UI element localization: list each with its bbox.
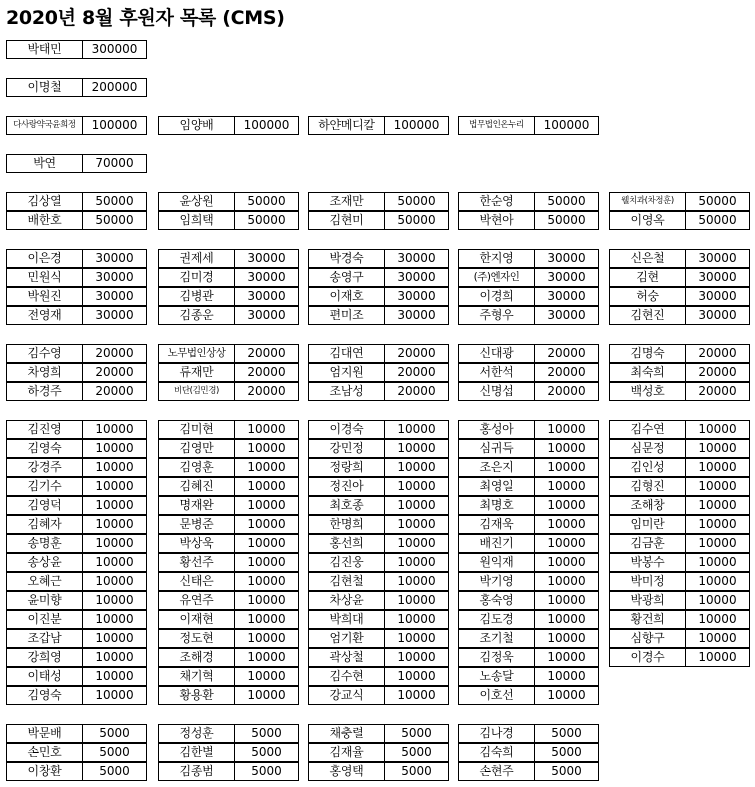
donor-name: 이명철 (6, 78, 83, 97)
donor-name: 강경주 (6, 458, 83, 477)
donor-name: 김영숙 (6, 439, 83, 458)
donor-name: 윤미향 (6, 591, 83, 610)
donation-amount: 10000 (534, 458, 599, 477)
donor-name: 홍영택 (308, 762, 385, 781)
donation-amount: 10000 (384, 477, 449, 496)
donation-amount: 30000 (685, 268, 750, 287)
donor-name: 윤상원 (158, 192, 235, 211)
donor-name: 김진영 (6, 420, 83, 439)
page-title: 2020년 8월 후원자 목록 (CMS) (6, 7, 285, 29)
donor-name: 황건희 (609, 610, 686, 629)
donor-name: 차상윤 (308, 591, 385, 610)
donor-name: 김재율 (308, 743, 385, 762)
donor-name: 다사랑약국윤희정 (6, 116, 83, 135)
donor-name: 강교식 (308, 686, 385, 705)
donor-name: 채충렬 (308, 724, 385, 743)
donor-name: 강희영 (6, 648, 83, 667)
donation-amount: 10000 (82, 553, 147, 572)
donation-amount: 10000 (534, 667, 599, 686)
donor-name: 박태민 (6, 40, 83, 59)
donation-amount: 10000 (234, 667, 299, 686)
donation-amount: 10000 (384, 610, 449, 629)
donation-amount: 30000 (685, 249, 750, 268)
donor-name: 이경희 (458, 287, 535, 306)
donation-amount: 10000 (685, 515, 750, 534)
donation-amount: 30000 (82, 249, 147, 268)
donor-name: 손현주 (458, 762, 535, 781)
donor-name: 전영재 (6, 306, 83, 325)
donation-amount: 50000 (685, 192, 750, 211)
donation-amount: 10000 (685, 439, 750, 458)
donation-amount: 5000 (82, 743, 147, 762)
donation-amount: 10000 (82, 591, 147, 610)
donation-amount: 30000 (234, 306, 299, 325)
donation-amount: 10000 (234, 439, 299, 458)
donation-amount: 10000 (384, 667, 449, 686)
donation-amount: 20000 (234, 344, 299, 363)
donation-amount: 10000 (234, 477, 299, 496)
donor-name: 조해창 (609, 496, 686, 515)
donor-name: 김종범 (158, 762, 235, 781)
donor-name: 웰치과(차정훈) (609, 192, 686, 211)
donation-amount: 10000 (384, 496, 449, 515)
donor-name: 김종운 (158, 306, 235, 325)
donation-amount: 20000 (384, 382, 449, 401)
donor-name: 정진아 (308, 477, 385, 496)
donor-name: 김금훈 (609, 534, 686, 553)
donation-amount: 5000 (82, 762, 147, 781)
donation-amount: 10000 (534, 610, 599, 629)
donation-amount: 10000 (82, 667, 147, 686)
donor-name: 홍숙영 (458, 591, 535, 610)
donor-name: 권제세 (158, 249, 235, 268)
donation-amount: 10000 (234, 629, 299, 648)
donor-name: 백성호 (609, 382, 686, 401)
donation-amount: 10000 (534, 477, 599, 496)
donor-name: 한지영 (458, 249, 535, 268)
donation-amount: 10000 (384, 553, 449, 572)
donation-amount: 30000 (82, 268, 147, 287)
donor-name: 박광희 (609, 591, 686, 610)
donor-name: 김수영 (6, 344, 83, 363)
donor-name: 김명숙 (609, 344, 686, 363)
donor-name: 엄기환 (308, 629, 385, 648)
donation-amount: 10000 (685, 629, 750, 648)
donation-amount: 20000 (685, 344, 750, 363)
donation-amount: 100000 (82, 116, 147, 135)
donation-amount: 10000 (234, 610, 299, 629)
donor-name: 송영구 (308, 268, 385, 287)
donor-name: 김정욱 (458, 648, 535, 667)
donor-name: 박현아 (458, 211, 535, 230)
donation-amount: 10000 (534, 534, 599, 553)
donor-name: 최영일 (458, 477, 535, 496)
donation-amount: 50000 (234, 192, 299, 211)
donor-name: 신명섭 (458, 382, 535, 401)
donation-amount: 100000 (534, 116, 599, 135)
donor-name: 김미경 (158, 268, 235, 287)
donation-amount: 10000 (685, 553, 750, 572)
donation-amount: 30000 (234, 249, 299, 268)
donation-amount: 30000 (234, 268, 299, 287)
donation-amount: 10000 (534, 515, 599, 534)
donor-name: 하경주 (6, 382, 83, 401)
donor-name: 송상윤 (6, 553, 83, 572)
donation-amount: 10000 (234, 496, 299, 515)
donor-name: 배한호 (6, 211, 83, 230)
donation-amount: 10000 (234, 420, 299, 439)
donation-amount: 50000 (384, 211, 449, 230)
donor-name: 한순영 (458, 192, 535, 211)
donation-amount: 20000 (534, 363, 599, 382)
donor-name: 정도현 (158, 629, 235, 648)
donor-name: 김영만 (158, 439, 235, 458)
donor-name: 신은철 (609, 249, 686, 268)
donation-amount: 20000 (685, 382, 750, 401)
donation-amount: 10000 (685, 591, 750, 610)
donor-name: 김병관 (158, 287, 235, 306)
donor-name: 김현진 (609, 306, 686, 325)
donor-name: 최호종 (308, 496, 385, 515)
donor-name: 김도경 (458, 610, 535, 629)
donation-amount: 30000 (384, 306, 449, 325)
donation-amount: 20000 (384, 344, 449, 363)
donation-amount: 10000 (384, 420, 449, 439)
donation-amount: 300000 (82, 40, 147, 59)
donation-amount: 10000 (534, 496, 599, 515)
donor-name: 임미란 (609, 515, 686, 534)
donation-amount: 10000 (685, 572, 750, 591)
donor-name: 조기철 (458, 629, 535, 648)
donor-name: 황선주 (158, 553, 235, 572)
donation-amount: 10000 (534, 591, 599, 610)
donation-amount: 10000 (384, 458, 449, 477)
donation-amount: 10000 (534, 686, 599, 705)
donor-name: 김상열 (6, 192, 83, 211)
donor-name: 조남성 (308, 382, 385, 401)
donation-amount: 50000 (384, 192, 449, 211)
donor-name: 이호선 (458, 686, 535, 705)
donation-amount: 10000 (82, 496, 147, 515)
donation-amount: 5000 (534, 762, 599, 781)
donation-amount: 10000 (234, 458, 299, 477)
donor-name: 박문배 (6, 724, 83, 743)
donor-name: 박기영 (458, 572, 535, 591)
donation-amount: 10000 (685, 534, 750, 553)
donor-name: 유연주 (158, 591, 235, 610)
donation-amount: 5000 (384, 724, 449, 743)
donor-name: 심향구 (609, 629, 686, 648)
donation-amount: 30000 (534, 306, 599, 325)
donor-name: 홍성아 (458, 420, 535, 439)
donor-name: 노무법인상상 (158, 344, 235, 363)
donor-name: 차영희 (6, 363, 83, 382)
donation-amount: 30000 (384, 249, 449, 268)
donor-name: 정랑희 (308, 458, 385, 477)
donor-name: 박미정 (609, 572, 686, 591)
donor-name: 박원진 (6, 287, 83, 306)
donation-amount: 10000 (534, 553, 599, 572)
donor-name: 김인성 (609, 458, 686, 477)
donation-amount: 10000 (384, 686, 449, 705)
donation-amount: 10000 (82, 458, 147, 477)
donor-name: 김현철 (308, 572, 385, 591)
donor-name: 최숙희 (609, 363, 686, 382)
donor-name: 비단(김민경) (158, 382, 235, 401)
donor-name: 김재욱 (458, 515, 535, 534)
donation-amount: 10000 (685, 496, 750, 515)
donor-name: 이영옥 (609, 211, 686, 230)
donor-name: 김대연 (308, 344, 385, 363)
donation-amount: 10000 (384, 591, 449, 610)
donation-amount: 30000 (234, 287, 299, 306)
donor-name: 박상욱 (158, 534, 235, 553)
donation-amount: 5000 (534, 743, 599, 762)
donation-amount: 10000 (82, 572, 147, 591)
donation-amount: 50000 (234, 211, 299, 230)
donation-amount: 10000 (685, 458, 750, 477)
donation-amount: 10000 (82, 610, 147, 629)
donor-name: 김현 (609, 268, 686, 287)
donor-name: 신태은 (158, 572, 235, 591)
donation-amount: 10000 (82, 420, 147, 439)
donor-name: 배진기 (458, 534, 535, 553)
donor-name: 노송달 (458, 667, 535, 686)
donation-amount: 50000 (82, 192, 147, 211)
donation-amount: 30000 (384, 287, 449, 306)
donor-name: 박봉수 (609, 553, 686, 572)
donation-amount: 10000 (82, 534, 147, 553)
donor-name: 조재만 (308, 192, 385, 211)
donation-amount: 10000 (685, 610, 750, 629)
donation-amount: 30000 (82, 306, 147, 325)
donation-amount: 30000 (82, 287, 147, 306)
donation-amount: 200000 (82, 78, 147, 97)
donation-amount: 10000 (534, 439, 599, 458)
donor-name: 손민호 (6, 743, 83, 762)
donation-amount: 50000 (534, 192, 599, 211)
donor-name: 김한별 (158, 743, 235, 762)
donation-amount: 30000 (534, 249, 599, 268)
donor-name: 오혜근 (6, 572, 83, 591)
donor-name: 김혜진 (158, 477, 235, 496)
donation-amount: 50000 (685, 211, 750, 230)
donor-name: 허숭 (609, 287, 686, 306)
donor-name: 편미조 (308, 306, 385, 325)
donation-amount: 10000 (534, 648, 599, 667)
donation-amount: 10000 (685, 648, 750, 667)
donation-amount: 10000 (534, 420, 599, 439)
donation-amount: 100000 (384, 116, 449, 135)
donation-amount: 10000 (234, 553, 299, 572)
donor-name: 홍선희 (308, 534, 385, 553)
donor-name: 김수연 (609, 420, 686, 439)
donation-amount: 10000 (234, 534, 299, 553)
donation-amount: 10000 (384, 534, 449, 553)
donation-amount: 20000 (234, 382, 299, 401)
donor-name: 곽상철 (308, 648, 385, 667)
donation-amount: 10000 (384, 572, 449, 591)
donation-amount: 10000 (685, 477, 750, 496)
donor-name: 강민정 (308, 439, 385, 458)
donation-amount: 10000 (234, 648, 299, 667)
donor-name: 원익재 (458, 553, 535, 572)
donor-name: 임양배 (158, 116, 235, 135)
donation-amount: 5000 (384, 762, 449, 781)
donor-name: 주형우 (458, 306, 535, 325)
donor-name: 심문정 (609, 439, 686, 458)
donation-amount: 5000 (234, 724, 299, 743)
donor-name: 이재호 (308, 287, 385, 306)
donation-amount: 5000 (534, 724, 599, 743)
donation-amount: 10000 (384, 629, 449, 648)
donation-amount: 10000 (534, 572, 599, 591)
donor-name: 이진분 (6, 610, 83, 629)
donation-amount: 20000 (384, 363, 449, 382)
donation-amount: 10000 (534, 629, 599, 648)
donation-amount: 5000 (82, 724, 147, 743)
donation-amount: 10000 (82, 629, 147, 648)
donation-amount: 30000 (384, 268, 449, 287)
donor-name: 박경숙 (308, 249, 385, 268)
donor-name: 최명호 (458, 496, 535, 515)
donation-amount: 30000 (685, 287, 750, 306)
donor-name: 김영훈 (158, 458, 235, 477)
donor-name: 김현미 (308, 211, 385, 230)
donor-name: 신대광 (458, 344, 535, 363)
donation-amount: 10000 (384, 439, 449, 458)
donor-name: 조은지 (458, 458, 535, 477)
donation-amount: 20000 (685, 363, 750, 382)
donor-name: 이경수 (609, 648, 686, 667)
donation-amount: 20000 (534, 382, 599, 401)
donation-amount: 70000 (82, 154, 147, 173)
donor-name: 서한석 (458, 363, 535, 382)
donor-name: 김형진 (609, 477, 686, 496)
donor-name: 박연 (6, 154, 83, 173)
donor-name: 법무법인온누리 (458, 116, 535, 135)
donor-name: 류재만 (158, 363, 235, 382)
donor-name: 조해경 (158, 648, 235, 667)
donation-amount: 10000 (234, 515, 299, 534)
donor-name: 김영숙 (6, 686, 83, 705)
donor-name: 채기혁 (158, 667, 235, 686)
donor-name: 김영덕 (6, 496, 83, 515)
donor-name: 정성훈 (158, 724, 235, 743)
donor-name: 김숙희 (458, 743, 535, 762)
donor-name: 김기수 (6, 477, 83, 496)
donation-amount: 20000 (82, 363, 147, 382)
donation-amount: 10000 (82, 439, 147, 458)
donor-name: 문병준 (158, 515, 235, 534)
donation-amount: 5000 (234, 762, 299, 781)
donation-amount: 50000 (534, 211, 599, 230)
donor-name: 한명희 (308, 515, 385, 534)
donation-amount: 5000 (384, 743, 449, 762)
donor-name: 민원식 (6, 268, 83, 287)
donation-amount: 20000 (82, 382, 147, 401)
donor-name: (주)엔자인 (458, 268, 535, 287)
donation-amount: 50000 (82, 211, 147, 230)
donor-name: 이태성 (6, 667, 83, 686)
donor-name: 임희택 (158, 211, 235, 230)
donation-amount: 10000 (384, 648, 449, 667)
donation-amount: 100000 (234, 116, 299, 135)
donation-amount: 10000 (82, 477, 147, 496)
donation-amount: 10000 (82, 648, 147, 667)
donation-amount: 10000 (234, 572, 299, 591)
donor-name: 하얀메디칼 (308, 116, 385, 135)
donation-amount: 20000 (234, 363, 299, 382)
donation-amount: 5000 (234, 743, 299, 762)
donation-amount: 30000 (685, 306, 750, 325)
donor-name: 이창환 (6, 762, 83, 781)
donor-name: 명재완 (158, 496, 235, 515)
donor-name: 황용환 (158, 686, 235, 705)
donation-amount: 20000 (82, 344, 147, 363)
donation-amount: 30000 (534, 268, 599, 287)
donation-amount: 10000 (384, 515, 449, 534)
donor-name: 송명훈 (6, 534, 83, 553)
donation-amount: 20000 (534, 344, 599, 363)
donation-amount: 10000 (82, 515, 147, 534)
donation-amount: 30000 (534, 287, 599, 306)
donor-name: 김수현 (308, 667, 385, 686)
donor-name: 김나경 (458, 724, 535, 743)
donor-name: 심귀득 (458, 439, 535, 458)
donation-amount: 10000 (82, 686, 147, 705)
donation-amount: 10000 (234, 591, 299, 610)
donation-amount: 10000 (234, 686, 299, 705)
donor-name: 김미현 (158, 420, 235, 439)
donor-name: 이은경 (6, 249, 83, 268)
donor-name: 박희대 (308, 610, 385, 629)
donor-name: 김혜자 (6, 515, 83, 534)
donor-name: 이재현 (158, 610, 235, 629)
donor-name: 김진웅 (308, 553, 385, 572)
donor-name: 엄지원 (308, 363, 385, 382)
donor-name: 이경숙 (308, 420, 385, 439)
donor-name: 조갑남 (6, 629, 83, 648)
donation-amount: 10000 (685, 420, 750, 439)
